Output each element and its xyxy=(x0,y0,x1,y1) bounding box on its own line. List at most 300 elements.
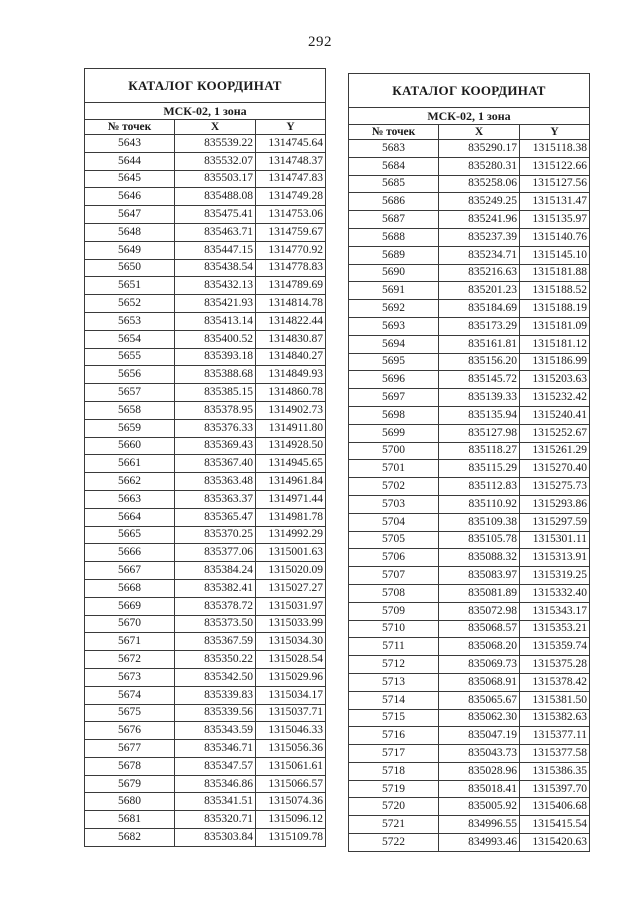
y-coordinate-cell: 1314849.93 xyxy=(256,366,326,384)
x-coordinate-cell: 835112.83 xyxy=(439,478,520,496)
table-row xyxy=(85,544,326,562)
point-number-cell: 5693 xyxy=(349,317,439,335)
y-coordinate-cell: 1314830.87 xyxy=(256,330,326,348)
point-number-cell: 5657 xyxy=(85,384,175,402)
y-coordinate-cell: 1315135.97 xyxy=(520,211,590,229)
x-coordinate-cell: 835369.43 xyxy=(175,437,256,455)
table-row xyxy=(85,206,326,224)
x-coordinate-cell: 835365.47 xyxy=(175,508,256,526)
y-coordinate-cell: 1315382.63 xyxy=(520,709,590,727)
point-number-cell: 5674 xyxy=(85,686,175,704)
x-coordinate-cell: 835503.17 xyxy=(175,170,256,188)
point-number-cell: 5703 xyxy=(349,495,439,513)
x-coordinate-cell: 835258.06 xyxy=(439,175,520,193)
table-row xyxy=(85,829,326,847)
coordinate-system-zone: МСК-02, 1 зона xyxy=(85,103,326,120)
table-row xyxy=(85,579,326,597)
x-coordinate-cell: 835303.84 xyxy=(175,829,256,847)
table-row xyxy=(85,455,326,473)
x-coordinate-cell: 835234.71 xyxy=(439,246,520,264)
y-coordinate-cell: 1315378.42 xyxy=(520,673,590,691)
point-number-cell: 5673 xyxy=(85,668,175,686)
point-number-cell: 5707 xyxy=(349,567,439,585)
point-number-cell: 5651 xyxy=(85,277,175,295)
table-row xyxy=(85,686,326,704)
point-number-cell: 5717 xyxy=(349,745,439,763)
point-number-cell: 5713 xyxy=(349,673,439,691)
y-coordinate-cell: 1315127.56 xyxy=(520,175,590,193)
table-row xyxy=(349,424,590,442)
y-coordinate-cell: 1314778.83 xyxy=(256,259,326,277)
table-row xyxy=(85,775,326,793)
x-coordinate-cell: 835028.96 xyxy=(439,762,520,780)
x-coordinate-cell: 835393.18 xyxy=(175,348,256,366)
y-coordinate-cell: 1315181.88 xyxy=(520,264,590,282)
y-coordinate-cell: 1315020.09 xyxy=(256,562,326,580)
x-coordinate-cell: 835346.71 xyxy=(175,740,256,758)
point-number-cell: 5670 xyxy=(85,615,175,633)
y-coordinate-cell: 1314814.78 xyxy=(256,295,326,313)
point-number-cell: 5683 xyxy=(349,140,439,158)
table-row xyxy=(85,811,326,829)
table-row xyxy=(349,317,590,335)
x-coordinate-cell: 835005.92 xyxy=(439,798,520,816)
point-number-cell: 5649 xyxy=(85,241,175,259)
table-row xyxy=(349,745,590,763)
x-coordinate-cell: 835105.78 xyxy=(439,531,520,549)
point-number-cell: 5680 xyxy=(85,793,175,811)
y-coordinate-cell: 1315029.96 xyxy=(256,668,326,686)
x-coordinate-cell: 835339.56 xyxy=(175,704,256,722)
y-coordinate-cell: 1315359.74 xyxy=(520,638,590,656)
y-coordinate-cell: 1315240.41 xyxy=(520,406,590,424)
table-row xyxy=(349,371,590,389)
x-coordinate-cell: 835346.86 xyxy=(175,775,256,793)
point-number-cell: 5688 xyxy=(349,228,439,246)
x-coordinate-cell: 835109.38 xyxy=(439,513,520,531)
coordinate-catalog-table-right xyxy=(348,73,590,852)
x-coordinate-cell: 835385.15 xyxy=(175,384,256,402)
point-number-cell: 5692 xyxy=(349,300,439,318)
table-row xyxy=(85,330,326,348)
y-coordinate-cell: 1315353.21 xyxy=(520,620,590,638)
table-row xyxy=(85,170,326,188)
point-number-cell: 5695 xyxy=(349,353,439,371)
point-number-cell: 5699 xyxy=(349,424,439,442)
table-row xyxy=(349,691,590,709)
point-number-cell: 5679 xyxy=(85,775,175,793)
x-coordinate-cell: 835237.39 xyxy=(439,228,520,246)
table-row xyxy=(85,757,326,775)
point-number-cell: 5652 xyxy=(85,295,175,313)
table-row xyxy=(85,793,326,811)
x-coordinate-cell: 835072.98 xyxy=(439,602,520,620)
y-coordinate-cell: 1314902.73 xyxy=(256,401,326,419)
x-coordinate-cell: 835062.30 xyxy=(439,709,520,727)
point-number-cell: 5719 xyxy=(349,780,439,798)
x-coordinate-cell: 835367.40 xyxy=(175,455,256,473)
table-row xyxy=(349,798,590,816)
column-header-x: X xyxy=(439,125,520,140)
y-coordinate-cell: 1315332.40 xyxy=(520,584,590,602)
point-number-cell: 5665 xyxy=(85,526,175,544)
table-row xyxy=(85,722,326,740)
y-coordinate-cell: 1315188.19 xyxy=(520,300,590,318)
table-row xyxy=(85,401,326,419)
x-coordinate-cell: 835173.29 xyxy=(439,317,520,335)
point-number-cell: 5696 xyxy=(349,371,439,389)
point-number-cell: 5655 xyxy=(85,348,175,366)
point-number-cell: 5658 xyxy=(85,401,175,419)
x-coordinate-cell: 835347.57 xyxy=(175,757,256,775)
table-row xyxy=(349,656,590,674)
table-row xyxy=(85,508,326,526)
table-row xyxy=(349,638,590,656)
table-row xyxy=(349,193,590,211)
y-coordinate-cell: 1315056.36 xyxy=(256,740,326,758)
x-coordinate-cell: 835438.54 xyxy=(175,259,256,277)
table-row xyxy=(85,740,326,758)
y-coordinate-cell: 1315033.99 xyxy=(256,615,326,633)
table-row xyxy=(85,223,326,241)
x-coordinate-cell: 835065.67 xyxy=(439,691,520,709)
table-row xyxy=(85,526,326,544)
table-row xyxy=(85,188,326,206)
x-coordinate-cell: 835363.37 xyxy=(175,490,256,508)
table-row xyxy=(349,442,590,460)
point-number-cell: 5676 xyxy=(85,722,175,740)
x-coordinate-cell: 835127.98 xyxy=(439,424,520,442)
x-coordinate-cell: 835539.22 xyxy=(175,135,256,153)
y-coordinate-cell: 1314992.29 xyxy=(256,526,326,544)
y-coordinate-cell: 1315118.38 xyxy=(520,140,590,158)
x-coordinate-cell: 835047.19 xyxy=(439,727,520,745)
x-coordinate-cell: 835532.07 xyxy=(175,152,256,170)
table-row xyxy=(349,460,590,478)
x-coordinate-cell: 835320.71 xyxy=(175,811,256,829)
table-row xyxy=(349,211,590,229)
x-coordinate-cell: 835145.72 xyxy=(439,371,520,389)
x-coordinate-cell: 835421.93 xyxy=(175,295,256,313)
point-number-cell: 5704 xyxy=(349,513,439,531)
y-coordinate-cell: 1314770.92 xyxy=(256,241,326,259)
y-coordinate-cell: 1314961.84 xyxy=(256,473,326,491)
point-number-cell: 5646 xyxy=(85,188,175,206)
column-header-point-number: № точек xyxy=(85,120,175,135)
x-coordinate-cell: 835447.15 xyxy=(175,241,256,259)
y-coordinate-cell: 1315261.29 xyxy=(520,442,590,460)
table-row xyxy=(85,419,326,437)
table-row xyxy=(349,228,590,246)
table-row xyxy=(85,366,326,384)
point-number-cell: 5722 xyxy=(349,834,439,852)
y-coordinate-cell: 1314747.83 xyxy=(256,170,326,188)
y-coordinate-cell: 1315181.09 xyxy=(520,317,590,335)
table-row xyxy=(85,704,326,722)
point-number-cell: 5661 xyxy=(85,455,175,473)
x-coordinate-cell: 835069.73 xyxy=(439,656,520,674)
point-number-cell: 5669 xyxy=(85,597,175,615)
y-coordinate-cell: 1315074.36 xyxy=(256,793,326,811)
y-coordinate-cell: 1315415.54 xyxy=(520,816,590,834)
y-coordinate-cell: 1315232.42 xyxy=(520,389,590,407)
point-number-cell: 5666 xyxy=(85,544,175,562)
point-number-cell: 5689 xyxy=(349,246,439,264)
x-coordinate-cell: 834996.55 xyxy=(439,816,520,834)
table-row xyxy=(85,668,326,686)
point-number-cell: 5716 xyxy=(349,727,439,745)
coordinate-catalog-table-left xyxy=(84,68,326,847)
x-coordinate-cell: 835463.71 xyxy=(175,223,256,241)
point-number-cell: 5664 xyxy=(85,508,175,526)
x-coordinate-cell: 835068.57 xyxy=(439,620,520,638)
y-coordinate-cell: 1315034.30 xyxy=(256,633,326,651)
y-coordinate-cell: 1315301.11 xyxy=(520,531,590,549)
y-coordinate-cell: 1315203.63 xyxy=(520,371,590,389)
y-coordinate-cell: 1315034.17 xyxy=(256,686,326,704)
y-coordinate-cell: 1315031.97 xyxy=(256,597,326,615)
x-coordinate-cell: 835475.41 xyxy=(175,206,256,224)
table-row xyxy=(349,140,590,158)
point-number-cell: 5684 xyxy=(349,157,439,175)
table-row xyxy=(85,490,326,508)
y-coordinate-cell: 1315145.10 xyxy=(520,246,590,264)
column-header-point-number: № точек xyxy=(349,125,439,140)
table-row xyxy=(349,353,590,371)
y-coordinate-cell: 1314971.44 xyxy=(256,490,326,508)
y-coordinate-cell: 1315027.27 xyxy=(256,579,326,597)
x-coordinate-cell: 835280.31 xyxy=(439,157,520,175)
point-number-cell: 5720 xyxy=(349,798,439,816)
x-coordinate-cell: 835118.27 xyxy=(439,442,520,460)
x-coordinate-cell: 835115.29 xyxy=(439,460,520,478)
y-coordinate-cell: 1315343.17 xyxy=(520,602,590,620)
y-coordinate-cell: 1315131.47 xyxy=(520,193,590,211)
catalog-title: КАТАЛОГ КООРДИНАТ xyxy=(349,74,590,108)
table-row xyxy=(349,175,590,193)
x-coordinate-cell: 835216.63 xyxy=(439,264,520,282)
table-row xyxy=(349,389,590,407)
y-coordinate-cell: 1315096.12 xyxy=(256,811,326,829)
point-number-cell: 5714 xyxy=(349,691,439,709)
y-coordinate-cell: 1315028.54 xyxy=(256,651,326,669)
point-number-cell: 5712 xyxy=(349,656,439,674)
y-coordinate-cell: 1315001.63 xyxy=(256,544,326,562)
x-coordinate-cell: 835377.06 xyxy=(175,544,256,562)
point-number-cell: 5681 xyxy=(85,811,175,829)
column-header-y: Y xyxy=(256,120,326,135)
x-coordinate-cell: 835343.59 xyxy=(175,722,256,740)
point-number-cell: 5700 xyxy=(349,442,439,460)
y-coordinate-cell: 1315188.52 xyxy=(520,282,590,300)
x-coordinate-cell: 835043.73 xyxy=(439,745,520,763)
point-number-cell: 5644 xyxy=(85,152,175,170)
point-number-cell: 5668 xyxy=(85,579,175,597)
y-coordinate-cell: 1314840.27 xyxy=(256,348,326,366)
table-row xyxy=(349,157,590,175)
table-row xyxy=(349,406,590,424)
table-row xyxy=(349,834,590,852)
x-coordinate-cell: 835018.41 xyxy=(439,780,520,798)
x-coordinate-cell: 835373.50 xyxy=(175,615,256,633)
point-number-cell: 5667 xyxy=(85,562,175,580)
x-coordinate-cell: 835376.33 xyxy=(175,419,256,437)
point-number-cell: 5690 xyxy=(349,264,439,282)
point-number-cell: 5702 xyxy=(349,478,439,496)
x-coordinate-cell: 835341.51 xyxy=(175,793,256,811)
x-coordinate-cell: 835241.96 xyxy=(439,211,520,229)
table-row xyxy=(349,300,590,318)
x-coordinate-cell: 834993.46 xyxy=(439,834,520,852)
y-coordinate-cell: 1315381.50 xyxy=(520,691,590,709)
x-coordinate-cell: 835370.25 xyxy=(175,526,256,544)
x-coordinate-cell: 835350.22 xyxy=(175,651,256,669)
x-coordinate-cell: 835088.32 xyxy=(439,549,520,567)
table-row xyxy=(85,259,326,277)
table-row xyxy=(85,312,326,330)
point-number-cell: 5718 xyxy=(349,762,439,780)
y-coordinate-cell: 1315186.99 xyxy=(520,353,590,371)
point-number-cell: 5663 xyxy=(85,490,175,508)
point-number-cell: 5711 xyxy=(349,638,439,656)
y-coordinate-cell: 1315377.11 xyxy=(520,727,590,745)
point-number-cell: 5705 xyxy=(349,531,439,549)
point-number-cell: 5662 xyxy=(85,473,175,491)
point-number-cell: 5697 xyxy=(349,389,439,407)
y-coordinate-cell: 1315297.59 xyxy=(520,513,590,531)
point-number-cell: 5678 xyxy=(85,757,175,775)
y-coordinate-cell: 1314753.06 xyxy=(256,206,326,224)
y-coordinate-cell: 1315061.61 xyxy=(256,757,326,775)
x-coordinate-cell: 835388.68 xyxy=(175,366,256,384)
y-coordinate-cell: 1315122.66 xyxy=(520,157,590,175)
table-row xyxy=(349,264,590,282)
x-coordinate-cell: 835378.95 xyxy=(175,401,256,419)
table-row xyxy=(349,620,590,638)
point-number-cell: 5659 xyxy=(85,419,175,437)
x-coordinate-cell: 835135.94 xyxy=(439,406,520,424)
x-coordinate-cell: 835081.89 xyxy=(439,584,520,602)
table-row xyxy=(85,473,326,491)
point-number-cell: 5701 xyxy=(349,460,439,478)
table-row xyxy=(85,615,326,633)
y-coordinate-cell: 1315275.73 xyxy=(520,478,590,496)
y-coordinate-cell: 1315375.28 xyxy=(520,656,590,674)
point-number-cell: 5694 xyxy=(349,335,439,353)
table-row xyxy=(85,651,326,669)
table-row xyxy=(349,602,590,620)
point-number-cell: 5645 xyxy=(85,170,175,188)
x-coordinate-cell: 835363.48 xyxy=(175,473,256,491)
table-row xyxy=(85,152,326,170)
point-number-cell: 5687 xyxy=(349,211,439,229)
point-number-cell: 5709 xyxy=(349,602,439,620)
table-row xyxy=(349,549,590,567)
point-number-cell: 5677 xyxy=(85,740,175,758)
point-number-cell: 5686 xyxy=(349,193,439,211)
point-number-cell: 5675 xyxy=(85,704,175,722)
x-coordinate-cell: 835400.52 xyxy=(175,330,256,348)
x-coordinate-cell: 835161.81 xyxy=(439,335,520,353)
point-number-cell: 5721 xyxy=(349,816,439,834)
table-row xyxy=(85,384,326,402)
table-row xyxy=(349,709,590,727)
point-number-cell: 5656 xyxy=(85,366,175,384)
y-coordinate-cell: 1315109.78 xyxy=(256,829,326,847)
y-coordinate-cell: 1314748.37 xyxy=(256,152,326,170)
table-row xyxy=(349,478,590,496)
x-coordinate-cell: 835378.72 xyxy=(175,597,256,615)
x-coordinate-cell: 835488.08 xyxy=(175,188,256,206)
point-number-cell: 5682 xyxy=(85,829,175,847)
point-number-cell: 5660 xyxy=(85,437,175,455)
table-row xyxy=(349,282,590,300)
point-number-cell: 5648 xyxy=(85,223,175,241)
y-coordinate-cell: 1314911.80 xyxy=(256,419,326,437)
y-coordinate-cell: 1315420.63 xyxy=(520,834,590,852)
point-number-cell: 5671 xyxy=(85,633,175,651)
column-header-x: X xyxy=(175,120,256,135)
y-coordinate-cell: 1314928.50 xyxy=(256,437,326,455)
x-coordinate-cell: 835290.17 xyxy=(439,140,520,158)
x-coordinate-cell: 835201.23 xyxy=(439,282,520,300)
y-coordinate-cell: 1314945.65 xyxy=(256,455,326,473)
coordinate-system-zone: МСК-02, 1 зона xyxy=(349,108,590,125)
catalog-title: КАТАЛОГ КООРДИНАТ xyxy=(85,69,326,103)
table-row xyxy=(349,816,590,834)
point-number-cell: 5647 xyxy=(85,206,175,224)
point-number-cell: 5654 xyxy=(85,330,175,348)
table-row xyxy=(85,562,326,580)
x-coordinate-cell: 835339.83 xyxy=(175,686,256,704)
table-row xyxy=(85,597,326,615)
y-coordinate-cell: 1315293.86 xyxy=(520,495,590,513)
x-coordinate-cell: 835083.97 xyxy=(439,567,520,585)
table-row xyxy=(85,277,326,295)
y-coordinate-cell: 1315066.57 xyxy=(256,775,326,793)
y-coordinate-cell: 1315406.68 xyxy=(520,798,590,816)
y-coordinate-cell: 1314860.78 xyxy=(256,384,326,402)
table-row xyxy=(349,335,590,353)
y-coordinate-cell: 1314749.28 xyxy=(256,188,326,206)
point-number-cell: 5698 xyxy=(349,406,439,424)
x-coordinate-cell: 835068.91 xyxy=(439,673,520,691)
x-coordinate-cell: 835184.69 xyxy=(439,300,520,318)
table-row xyxy=(349,531,590,549)
y-coordinate-cell: 1314822.44 xyxy=(256,312,326,330)
page-number: 292 xyxy=(308,34,332,50)
table-row xyxy=(349,762,590,780)
x-coordinate-cell: 835367.59 xyxy=(175,633,256,651)
x-coordinate-cell: 835342.50 xyxy=(175,668,256,686)
y-coordinate-cell: 1315397.70 xyxy=(520,780,590,798)
y-coordinate-cell: 1315377.58 xyxy=(520,745,590,763)
table-row xyxy=(349,727,590,745)
y-coordinate-cell: 1315386.35 xyxy=(520,762,590,780)
point-number-cell: 5643 xyxy=(85,135,175,153)
table-row xyxy=(349,567,590,585)
column-header-y: Y xyxy=(520,125,590,140)
point-number-cell: 5706 xyxy=(349,549,439,567)
table-row xyxy=(349,495,590,513)
point-number-cell: 5650 xyxy=(85,259,175,277)
point-number-cell: 5672 xyxy=(85,651,175,669)
point-number-cell: 5715 xyxy=(349,709,439,727)
y-coordinate-cell: 1315037.71 xyxy=(256,704,326,722)
y-coordinate-cell: 1314759.67 xyxy=(256,223,326,241)
table-row xyxy=(85,437,326,455)
table-row xyxy=(349,584,590,602)
